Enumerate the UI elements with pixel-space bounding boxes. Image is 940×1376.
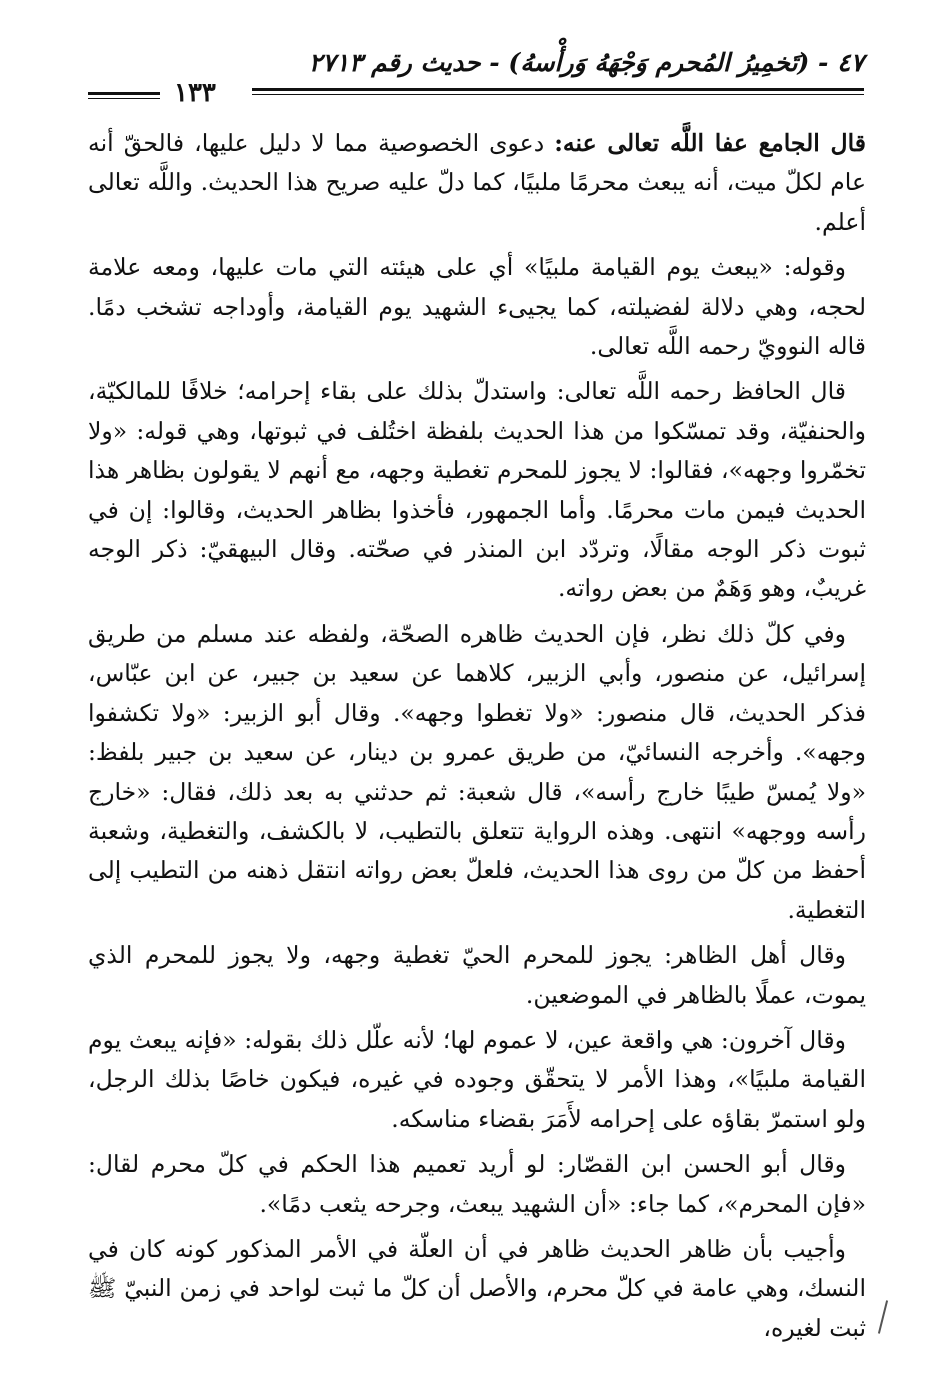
- paragraph: [88, 1145, 866, 1224]
- paragraph: [88, 248, 866, 366]
- paragraph: [88, 124, 866, 242]
- paragraph: [88, 936, 866, 1015]
- paragraph-text: دعوى الخصوصية مما لا دليل عليها، فالحقّ أنه عام لكلّ ميت، أنه يبعث محرمًا ملبيًا، كما دلّ عليه صريح هذا الحديث. واللَّه تعالى أعلم.: [88, 129, 866, 236]
- paragraph: [88, 372, 866, 608]
- paragraph: [88, 1230, 866, 1348]
- paragraph-lead: قال الجامع عفا اللَّه تعالى عنه:: [554, 129, 866, 157]
- paragraph-text: وقال أبو الحسن ابن القصّار: لو أريد تعميم هذا الحكم في كلّ محرم لقال: «فإن المحرم»، كما جاء: «أن الشهيد يبعث، وجرحه يثعب دمًا».: [88, 1150, 866, 1218]
- paragraph: [88, 615, 866, 930]
- page-number: ١٣٣: [174, 78, 216, 108]
- page-header: [84, 48, 864, 112]
- margin-pencil-mark: [878, 1300, 888, 1333]
- main-text: [88, 124, 866, 1354]
- header-rule-short: [88, 92, 160, 99]
- header-rule-long: [252, 88, 864, 95]
- paragraph-text: وفي كلّ ذلك نظر، فإن الحديث ظاهره الصحّة، ولفظه عند مسلم من طريق إسرائيل، عن منصور، وأبي الزبير، كلاهما عن سعيد بن جبير، عن ابن عبّاس، فذكر الحديث، قال منصور: «ولا تغطوا وجهه». وقال أبو الزبير: «ولا تكشفوا وجهه». وأخرجه النسائيّ، من طريق عمرو بن دينار، عن سعيد بن جبير بلفظ: «ولا يُمسّ طيبًا خارج رأسه»، قال شعبة: ثم حدثني به بعد ذلك، فقال: «خارج رأسه ووجهه» انتهى. وهذه الرواية تتعلق بالتطيب، لا بالكشف، والتغطية، وشعبة أحفظ من كلّ من روى هذا الحديث، فلعلّ بعض رواته انتقل ذهنه من التطيب إلى التغطية.: [88, 619, 866, 924]
- paragraph-text: وقال آخرون: هي واقعة عين، لا عموم لها؛ لأنه علّل ذلك بقوله: «فإنه يبعث يوم القيامة ملبيًا»، وهذا الأمر لا يتحقّق وجوده في غيره، فيكون خاصًا بذلك الرجل، ولو استمرّ بقاؤه على إحرامه لأَمَرَ بقضاء مناسكه.: [88, 1025, 866, 1133]
- paragraph-text: وقال أهل الظاهر: يجوز للمحرم الحيّ تغطية وجهه، ولا يجوز للمحرم الذي يموت، عملًا بالظاهر في الموضعين.: [88, 941, 866, 1009]
- paragraph: [88, 1021, 866, 1139]
- paragraph-text: قال الحافظ رحمه اللَّه تعالى: واستدلّ بذلك على بقاء إحرامه؛ خلافًا للمالكيّة، والحنفيّة، وقد تمسّكوا من هذا الحديث بلفظة اختُلف في ثبوتها، وهي قوله: «ولا تخمّروا وجهه»، فقالوا: لا يجوز للمحرم تغطية وجهه، مع أنهم لا يقولون بظاهر هذا الحديث فيمن مات محرمًا. وأما الجمهور، فأخذوا بظاهر الحديث، وقالوا: إن في ثبوت ذكر الوجه مقالًا، وتردّد ابن المنذر في صحّته. وقال البيهقيّ: ذكر الوجه غريبٌ، وهو وَهَمٌ من بعض رواته.: [88, 377, 866, 603]
- paragraph-text: وأجيب بأن ظاهر الحديث ظاهر في أن العلّة في الأمر المذكور كونه كان في النسك، وهي عامة في كلّ محرم، والأصل أن كلّ ما ثبت لواحد في زمن النبيّ ﷺ ثبت لغيره،: [88, 1234, 866, 1342]
- paragraph-text: وقوله: «يبعث يوم القيامة ملبيًا» أي على هيئته التي مات عليها، ومعه علامة لحجه، وهي دلالة لفضيلته، كما يجيىء الشهيد يوم القيامة، وأوداجه تشخب دمًا. قاله النوويّ رحمه اللَّه تعالى.: [88, 253, 866, 361]
- running-title: ٤٧ - (تَخمِيرُ المُحرم وَجْهَهُ وَرأْسهُ) - حديث رقم ٢٧١٣: [308, 48, 864, 77]
